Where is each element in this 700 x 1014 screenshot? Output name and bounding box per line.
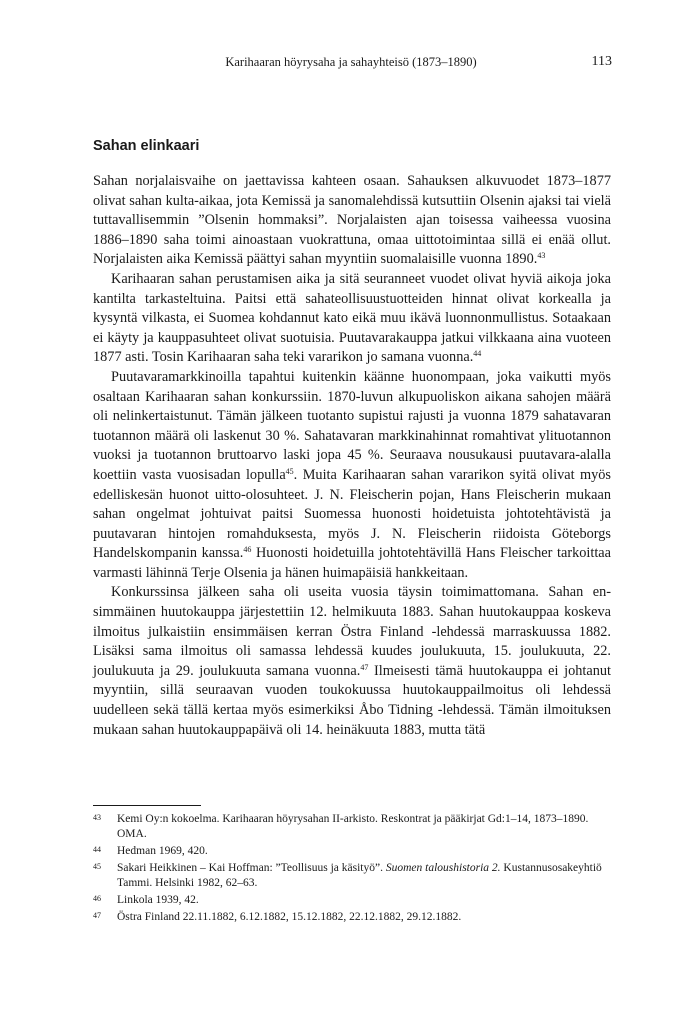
- footnote-divider: [93, 805, 201, 806]
- footnote-text: Kemi Oy:n kokoelma. Karihaaran höyrysahan II-arkisto. Reskontrat ja pääkirjat Gd:1–14, 1873–1890. OMA.: [117, 813, 589, 840]
- paragraph-3: [93, 368, 611, 584]
- footnote-46: [93, 893, 611, 908]
- footnote-text: Linkola 1939, 42.: [117, 894, 199, 906]
- footnote-ref: 47: [360, 662, 369, 672]
- paragraph-text: . Muita Karihaaran sahan vararikon syitä olivat myös edelliskesän huonot uitto-olosuhteet. J. N. Fleischerin pojan, Hans Fleischerin mukaan sahan ongelmat johtuivat paitsi Suomessa huonosti hoidetuista johtotehtävistä ja puutavaran hintojen romahduksesta, myös J. N. Fleischerin riidoista Göteborgs Handelskompanin kanssa.: [93, 466, 611, 562]
- footnotes: [93, 812, 611, 927]
- footnote-ref: 46: [243, 545, 252, 555]
- footnote-number: 46: [93, 894, 101, 903]
- footnote-number: 44: [93, 845, 101, 854]
- paragraph-text: Sahan norjalaisvaihe on jaettavissa kahteen osaan. Sahauksen alkuvuodet 1873–1877 olivat sahan kulta-aikaa, jota Kemissä ja sanomalehdissä kutsuttiin Olsenin ajaksi tai vielä tuttavallisemmin ”Olsenin hommaksi”. Norjalaisten ajan toisessa vaiheessa vuosina 1886–1890 saha toimi ainoastaan vuokrattuna, omaa uittotoimintaa sillä ei enää ollut. Norjalaisten aika Kemissä päättyi sahan myyntiin suomalaisille vuonna 1890.: [93, 173, 611, 268]
- footnote-47: [93, 910, 611, 925]
- paragraph-text: Karihaaran sahan perustamisen aika ja sitä seuranneet vuodet olivat hyviä aikoja joka kantilta tarkasteltuina. Paitsi että sahateollisuustuotteiden hinnat olivat korkealla ja kysyntä vilkasta, ei Suomea kohdannut kato eikä muu ikävä luonnonmullistus. Sotaakaan ei käyty ja kauppasuhteet olivat suotuisia. Puutavarakauppa jatkui vilkkaana aina vuoteen 1877 asti. Tosin Karihaaran saha teki vararikon jo samana vuonna.: [93, 270, 611, 366]
- paragraph-text: Konkurssinsa jälkeen saha oli useita vuosia täysin toimimattomana. Sahan ensimmäinen huutokauppa järjestettiin 12. helmikuuta 1883. Sahan huutokauppaa koskeva ilmoitus julkaistiin ensimmäisen kerran Östra Finland -lehdessä marraskuussa 1882. Lisäksi sama ilmoitus oli samassa lehdessä kuudes joulukuuta, 15. joulukuuta, 22. joulukuuta ja 29. joulukuuta samana vuonna.: [93, 584, 611, 679]
- footnote-text: Hedman 1969, 420.: [117, 845, 208, 857]
- footnote-text-part: Sakari Heikkinen – Kai Hoffman: ”Teollisuus ja käsityö”.: [117, 862, 386, 874]
- footnote-text-part: Kustannusosakeyhtiö Tammi. Helsinki 1982, 62–63.: [117, 862, 602, 889]
- footnote-text: Östra Finland 22.11.1882, 6.12.1882, 15.12.1882, 22.12.1882, 29.12.1882.: [117, 911, 462, 923]
- body-text: [93, 172, 611, 740]
- footnote-number: 43: [93, 813, 101, 822]
- page-number: 113: [591, 54, 612, 69]
- running-title: Karihaaran höyrysaha ja sahayhteisö (1873–1890): [225, 55, 477, 69]
- paragraph-4: [93, 583, 611, 740]
- paragraph-2: [93, 270, 611, 368]
- section-heading: Sahan elinkaari: [93, 138, 200, 154]
- footnote-text: [117, 861, 611, 891]
- footnote-45: [93, 861, 611, 891]
- footnote-number: 47: [93, 911, 101, 920]
- footnote-ref: 43: [537, 251, 546, 261]
- footnote-ref: 44: [473, 349, 482, 359]
- footnote-ref: 45: [285, 466, 294, 476]
- paragraph-text: Puutavaramarkkinoilla tapahtui kuitenkin käänne huonompaan, joka vaikutti myös osaltaan Karihaaran sahan konkurssiin. 1870-luvun alkupuoliskon aikana sahojen määrä oli nelinkertaistunut. Tämän jälkeen tuotanto supistui rajusti ja vuonna 1879 sahatavaran tuotannon määrä oli laskenut 30 %. Sahatavaran markkinahinnat romahtivat ylituotannon vuoksi ja tuotannon bruttoarvo laski jopa 45 %. Seuraava nousukausi puutavara-alalla koettiin vasta vuosisadan lopulla: [93, 368, 611, 483]
- paragraph-text: Ilmeisesti tämä huutokauppa ei johtanut myyntiin, sillä seuraavan vuoden toukokuussa huutokauppailmoitus oli lehdessä uudelleen sekä tällä kertaa myös esimerkiksi Åbo Tidning -lehdessä. Tämän ilmoituksen mukaan sahan huutokauppapäivä oli 14. heinäkuuta 1883, mutta tätä: [93, 662, 611, 738]
- footnote-44: [93, 844, 611, 859]
- footnote-italic-title: Suomen taloushistoria 2.: [385, 862, 501, 874]
- footnote-43: [93, 812, 611, 842]
- running-header: [90, 55, 612, 73]
- footnote-number: 45: [93, 862, 101, 871]
- paragraph-1: [93, 172, 611, 270]
- paragraph-text: Huonosti hoidetuilla johtotehtävillä Hans Fleischer tarkoittaa varmasti lähinnä Terje Olsenia ja hänen huimapäisiä hankkeitaan.: [93, 545, 611, 581]
